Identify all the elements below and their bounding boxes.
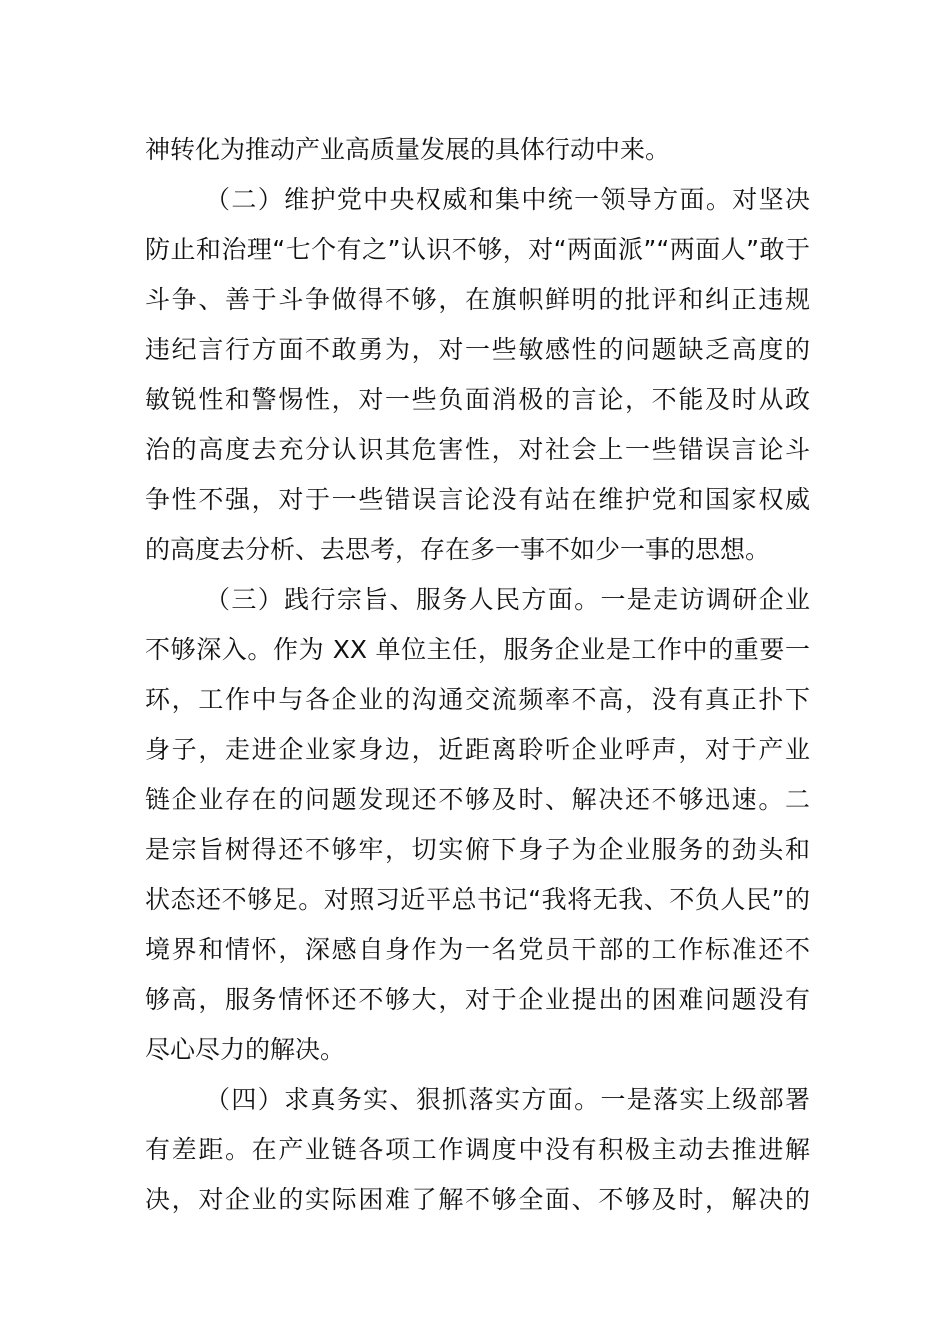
paragraph-line-4: 违纪言行方面不敢勇为，对一些敏感性的问题缺乏高度的: [145, 335, 810, 364]
paragraph-line-15: 境界和情怀，深感自身作为一名党员干部的工作标准还不: [145, 935, 810, 964]
paragraph-heading-4: （四）求真务实、狠抓落实方面。一是落实上级部署: [205, 1085, 810, 1114]
paragraph-line-19: 决，对企业的实际困难了解不够全面、不够及时，解决的: [145, 1185, 810, 1214]
paragraph-line-17: 尽心尽力的解决。: [145, 1035, 346, 1064]
paragraph-line-13: 是宗旨树得还不够牢，切实俯下身子为企业服务的劲头和: [145, 835, 810, 864]
paragraph-heading-2: （二）维护党中央权威和集中统一领导方面。对坚决: [205, 185, 810, 214]
paragraph-line-8: 的高度去分析、去思考，存在多一事不如少一事的思想。: [145, 535, 771, 564]
paragraph-line-5: 敏锐性和警惕性，对一些负面消极的言论，不能及时从政: [145, 385, 810, 414]
paragraph-heading-3: （三）践行宗旨、服务人民方面。一是走访调研企业: [205, 585, 810, 614]
paragraph-line-14: 状态还不够足。对照习近平总书记“我将无我、不负人民”的: [145, 885, 810, 914]
paragraph-line-2: 防止和治理“七个有之”认识不够，对“两面派”“两面人”敢于: [145, 235, 810, 264]
paragraph-line-12: 链企业存在的问题发现还不够及时、解决还不够迅速。二: [145, 785, 810, 814]
paragraph-line-9: 不够深入。作为 XX 单位主任，服务企业是工作中的重要一: [145, 635, 810, 664]
paragraph-line-18: 有差距。在产业链各项工作调度中没有积极主动去推进解: [145, 1135, 810, 1164]
paragraph-line-7: 争性不强，对于一些错误言论没有站在维护党和国家权威: [145, 485, 810, 514]
paragraph-line-6: 治的高度去充分认识其危害性，对社会上一些错误言论斗: [145, 435, 810, 464]
paragraph-line-10: 环，工作中与各企业的沟通交流频率不高，没有真正扑下: [145, 685, 810, 714]
paragraph-line-3: 斗争、善于斗争做得不够，在旗帜鲜明的批评和纠正违规: [145, 285, 810, 314]
paragraph-line-1: 神转化为推动产业高质量发展的具体行动中来。: [145, 135, 671, 164]
paragraph-line-16: 够高，服务情怀还不够大，对于企业提出的困难问题没有: [145, 985, 810, 1014]
paragraph-line-11: 身子，走进企业家身边，近距离聆听企业呼声，对于产业: [145, 735, 810, 764]
